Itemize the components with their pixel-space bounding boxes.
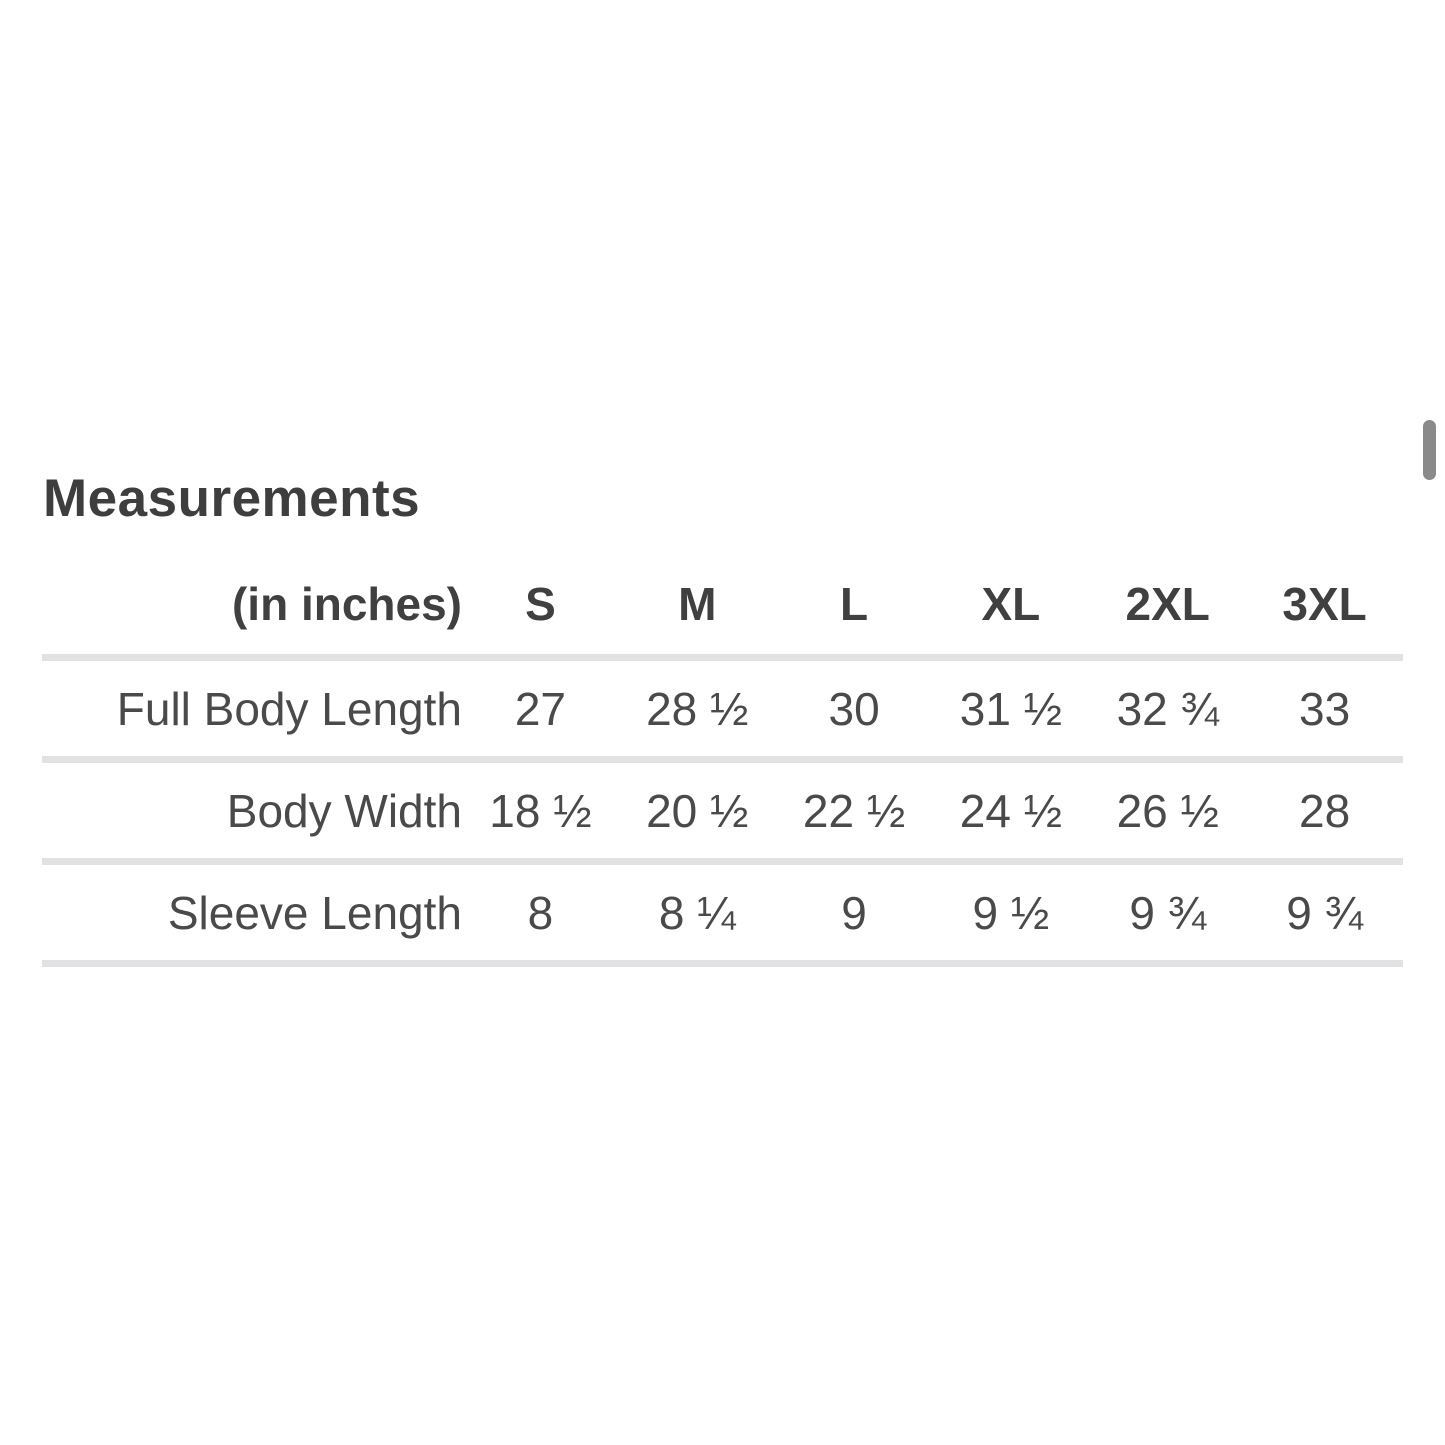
column-header-s: S (462, 554, 619, 658)
cell-sleeve-length-l: 9 (776, 862, 933, 964)
table-row-body-width (42, 760, 1403, 862)
cell-sleeve-length-xl: 9 ½ (932, 862, 1089, 964)
column-header-m: M (619, 554, 776, 658)
table-row-full-body-length (42, 658, 1403, 760)
cell-sleeve-length-3xl: 9 ¾ (1246, 862, 1403, 964)
row-label: Full Body Length (42, 658, 462, 760)
cell-body-width-s: 18 ½ (462, 760, 619, 862)
table-header-row (42, 554, 1403, 658)
cell-full-body-length-l: 30 (776, 658, 933, 760)
cell-full-body-length-3xl: 33 (1246, 658, 1403, 760)
measurements-table (42, 554, 1403, 967)
cell-body-width-2xl: 26 ½ (1089, 760, 1246, 862)
scrollbar-thumb[interactable] (1423, 420, 1436, 480)
column-header-3xl: 3XL (1246, 554, 1403, 658)
cell-body-width-xl: 24 ½ (932, 760, 1089, 862)
column-header-l: L (776, 554, 933, 658)
cell-full-body-length-2xl: 32 ¾ (1089, 658, 1246, 760)
row-label: Body Width (42, 760, 462, 862)
row-label: Sleeve Length (42, 862, 462, 964)
cell-sleeve-length-m: 8 ¼ (619, 862, 776, 964)
cell-body-width-l: 22 ½ (776, 760, 933, 862)
column-header-2xl: 2XL (1089, 554, 1246, 658)
table-row-sleeve-length (42, 862, 1403, 964)
cell-full-body-length-s: 27 (462, 658, 619, 760)
cell-sleeve-length-s: 8 (462, 862, 619, 964)
unit-label: (in inches) (42, 554, 462, 658)
cell-full-body-length-xl: 31 ½ (932, 658, 1089, 760)
cell-full-body-length-m: 28 ½ (619, 658, 776, 760)
page-title: Measurements (43, 469, 421, 528)
column-header-xl: XL (932, 554, 1089, 658)
cell-body-width-3xl: 28 (1246, 760, 1403, 862)
cell-body-width-m: 20 ½ (619, 760, 776, 862)
cell-sleeve-length-2xl: 9 ¾ (1089, 862, 1246, 964)
